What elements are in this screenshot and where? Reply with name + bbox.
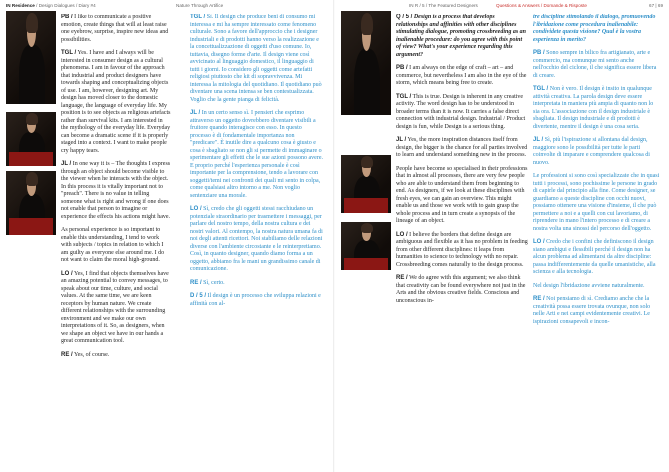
interview-answer [396,275,528,305]
interview-answer [396,94,528,132]
interview-answer [533,173,661,233]
interview-answer [533,50,661,80]
speaker-label: JL / [396,137,407,143]
interview-answer [190,206,324,274]
speaker-label: RE / [533,296,545,302]
paragraph-text: Credo che i confini che definiscono il design siano ambigui e flessibili perché il design non ha alcun problema ad alimentarsi da altre discipline: passa indifferentemente da quelle umanistiche, alla scienza e alla tecnologia. [533,239,656,275]
paragraph-text: Sì, credo che gli oggetti stessi racchiudano un potenziale straordinario per trasmettere i messaggi, per parlare del nostro tempo, della nostra cultura e dei nostri valori. Al contempo, la nostra natura umana fa di noi degli attenti ricettori. Noi stabiliamo delle relazioni diverse con l'ambiente circostante e le reinterpretiamo. Così, in quanto designer, quando diamo forma a un oggetto, abbiamo fra le mani un grandissimo canale di comunicazione. [190,206,323,272]
paragraph-text: I believe the borders that define design are ambiguous and flexible as it has no problem in feeding from other different disciplines: it leaps from humanities to science to technology with no repair. Crossbreeding comes naturally to the design process. [396,231,528,268]
right-page [335,0,669,472]
speaker-label: RE / [61,351,73,358]
section-number: IN R / 5 / The Featured Designers [409,3,478,8]
speaker-label: TGL / [61,50,77,56]
interview-answer [61,14,171,44]
paragraph-text: Sì, più l'ispirazione si allontana dal design, maggiore sono le possibilità per tutte le parti coinvolte di imparare e comprendere qualcosa di nuovo. [533,137,650,166]
designer-portrait-photo [341,222,391,270]
paragraph-text: Noi pensiamo di sì. Crediamo anche che la creatività possa essere trovata ovunque, non solo nelle Arti e nei campi evidentemente creativi. Le ispirazioni consapevoli e incon- [533,296,651,325]
speaker-label: PB / [533,50,545,56]
speaker-label: TGL / [396,93,412,100]
paragraph-text: Sì, certo. [201,279,225,286]
interview-answer [533,137,661,167]
designer-portrait-photo [6,112,56,166]
interview-question [533,14,661,44]
paragraph-text: I am always on the edge of craft – art – and commerce, but nevertheless I am also in the eye of the storm, which means being free to create. [396,65,527,86]
speaker-label: RE / [396,275,408,281]
interview-answer [61,50,171,155]
interview-answer [190,280,324,288]
page-numbers: 67 | 69 [649,3,663,8]
article-title: Nature Through Artifice [176,3,224,8]
paragraph-text: I like to communicate a positive emotion, create things that will at least raise one eyebrow, surprise, inspire new ideas and possibilities. [61,14,169,43]
interview-answer [61,227,171,265]
speaker-label: LO / [533,239,545,245]
interview-answer [533,239,661,277]
paragraph-text: Non è vero. Il design è insito in qualunque attività creativa. La parola design deve essere interpretata in maniera più ampia di quanto non lo sia ora. L'associazione con il design industriale è sbagliata. Il design industriale e di prodotti è divertente, mentre il design è una cosa seria. [533,86,654,130]
speaker-label: TGL / [190,14,206,20]
speaker-label: LO / [396,231,408,238]
paragraph-text: In un certo senso sì. I pensieri che esprimo attraverso un oggetto dovrebbero diventare visibili a fruitore quando interagisce con esso. In questo processo è di fondamentale importanza non "predicare". È inutile dire a qualcuno cosa è giusto e cosa è sbagliato se non gli si permette di immaginare o sperimentare gli effetti che le sue azioni possono avere. E proprio perché l'esperienza personale è così importante per la comprensione, tendo a lavorare con soggetti/temi nei confronti dei quali mi sento in colpa, come qualsiasi altro intorno a me. Non voglio sentenziare una morale. [190,110,324,199]
paragraph-text: Sì. Il design che produce beni di consumo mi interessa e mi ha sempre interessato come fenomeno culturale. Sono a favore dell'approccio che i designer industriali e di prodotti hanno verso la realizzazione e la concettualizzazione di oggetti d'uso comune. Io, tuttavia, disegno forme d'arte. Il design viene così avvicinato al linguaggio domestico, il linguaggio di tutti i giorni. Io considero gli oggetti come artefatti religiosi piuttosto che kit di sopravvivenza. Mi interessa la mitologia del quotidiano. Il quotidiano può diventare una scena intensa se ben contestualizzata. Voglio che la gente pianga di felicità. [190,14,322,103]
interview-question [396,14,528,59]
paragraph-text: Nel design l'ibridazione avviene naturalmente. [533,282,645,289]
paragraph-text: Yes, the more inspiration distances itself from design, the bigger is the chance for all parties involved to learn and understand something new in the process. [396,137,528,158]
designer-portrait-photo [6,11,56,104]
interview-answer [190,293,324,308]
interview-answer [61,352,171,360]
left-page [0,0,334,472]
interview-answer [396,232,528,270]
interview-answer [533,283,661,291]
paragraph-text: Il design è un processo che sviluppa relazioni e affinità con al- [190,293,321,307]
speaker-label: PB / [61,14,73,20]
speaker-label: TGL / [533,86,549,92]
paragraph-text: Design is a process that develops relationships and affinities with other disciplines stimulating dialogue, promoting crossbreeding as an inalienable procedure: do you agree with this point of view? What's your experience regarding this argument? [396,14,527,58]
paragraph-text: Le professioni si sono così specializzate che in quasi tutti i processi, sono pochissime le persone in grado di capirle dal principio alla fine. Come designer, se guardiamo a queste discipline con occhi nuovi, possiamo ottenere una visione d'insieme, il che può permettere a noi e a quelli con cui lavoriamo, di riprendere in mano l'intero processo e di creare a nostra volta una sinossi del percorso dell'oggetto. [533,173,660,232]
english-qa-column [396,14,528,470]
speaker-label: JL / [61,161,72,167]
paragraph-text: In one way it is – The thoughts I express through an object should become visible to the viewer when he interacts with the object. In this process it is vitally important not to "preach". There is no value in telling someone what is right and wrong if one does not enable that person to imagine or experience the effects his actions might have. [61,161,171,220]
interview-answer [396,65,528,88]
speaker-label: D / 5 / [190,293,207,299]
paragraph-text: Sono sempre in bilico fra artigianato, arte e commercio, ma comunque mi sento anche nell'occhio del ciclone, il che significa essere libera di creare. [533,50,657,79]
paragraph-text: People have become so specialised in their professions that in almost all processes, there are very few people who are able to understand them from beginning to end. As designers, if we look at these disciplines with fresh eyes, we can gain an overview. This might enable us and those we work with to gain grasp the whole process and in turn create a synopsis of the lineage of an object. [396,165,528,224]
speaker-label: JL / [533,137,544,143]
brand-name: IN Residence [6,3,35,8]
interview-answer [61,271,171,346]
interview-answer [533,296,661,326]
speaker-label: RE / [190,279,202,286]
interview-answer [396,137,528,160]
speaker-label: JL / [190,110,201,116]
paragraph-text: Yes. I have and I always will be interested in consumer design as a cultural phenomena. I am in favour of the approach that industrial and product designers have towards shaping and conceptualizing objects of use. I am, however, designing art. My design has moved closer to the domestic language, the language of everyday life. My position is to see objects as religious artefacts rather than survival kits. I am interested in the mythology of the everyday life. Everyday can become a dramatic scene if it is properly staged into a context. I want to make people cry happy tears. [61,50,171,154]
speaker-label: LO / [190,206,202,212]
interview-answer [190,110,324,200]
paragraph-text: Yes, I find that objects themselves have an amazing potential to convey messages, to speak about our time, culture, and social values. At the same time, we are keen receptors by human nature. We create different relationships with the surrounding environment and we make our own interpretations of it. So, as designers, when we shape an object we have in our hands a great communication tool. [61,270,169,344]
paragraph-text: We do agree with this argument; we also think that creativity can be found everywhere not just in the Arts and the obvious creative fields. Conscious and unconscious in- [396,275,526,304]
paragraph-text: As personal experience is so important to enable this understanding, I tend to work with subjects / topics in relation to which I am guilty as everyone else around me. I do not want to claim the moral high-ground. [61,227,165,263]
designer-portrait-photo [341,11,391,115]
designer-portrait-photo [6,171,56,235]
section-label: / Design Dialogues / Diary #4 [34,3,96,8]
paragraph-text: This is true. Design is inherent in any creative activity. The word design has to be understood in broader terms than it is now. It carries a false direct connection with industrial design. Industrial / Product design is fun, while Design is a serious thing. [396,93,526,130]
english-answers-column [61,14,171,470]
italian-answers-column [190,14,324,470]
italian-qa-column [533,14,661,470]
interview-answer [190,14,324,104]
interview-answer [396,166,528,226]
speaker-label: LO / [61,270,73,277]
designer-portrait-photo [341,155,391,213]
speaker-label: Q / 5 / [396,14,413,20]
paragraph-text: tre discipline stimolando il dialogo, promuovendo l'ibridazione come procedura inalienabile: condividete questa visione? Qual è la vostra esperienza in merito? [533,14,656,43]
paragraph-text: Yes, of course. [72,351,110,358]
section-title: Questions & Answers / Domande & Risposte [496,3,587,8]
left-page-header [6,3,96,8]
interview-answer [61,161,171,221]
interview-answer [533,86,661,131]
speaker-label: PB / [396,65,408,71]
